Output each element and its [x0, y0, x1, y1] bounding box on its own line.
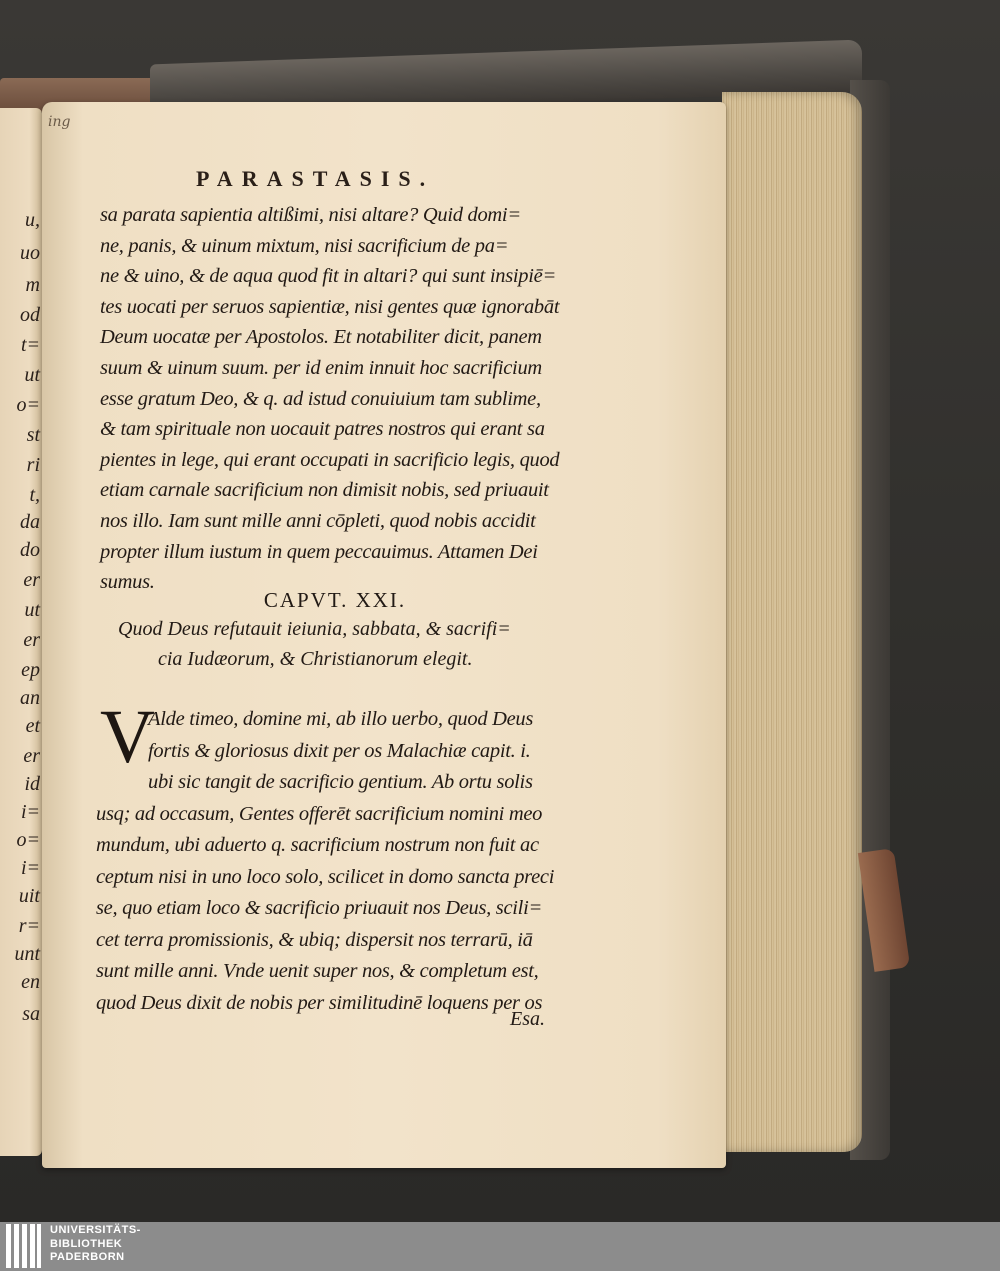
text-line: propter illum iustum in quem peccauimus. Attamen Dei	[100, 540, 538, 563]
left-page-fragment: id	[24, 773, 40, 795]
chapter-subtitle-line: Quod Deus refutauit ieiunia, sabbata, & sacrifi=	[118, 618, 511, 640]
paragraph-1	[100, 200, 570, 598]
page-fore-edge	[722, 92, 862, 1152]
running-head: PARASTASIS.	[196, 166, 435, 191]
left-page-fragment: an	[20, 687, 40, 709]
text-line: ubi sic tangit de sacrificio gentium. Ab ortu solis	[148, 771, 533, 793]
text-line: fortis & gloriosus dixit per os Malachiæ capit. i.	[148, 739, 531, 762]
left-page-fragment: ep	[21, 659, 40, 681]
left-page-fragment: do	[20, 539, 40, 561]
text-line: tes uocati per seruos sapientiæ, nisi gentes quæ ignorabāt	[100, 295, 560, 318]
left-page-fragment: t=	[20, 334, 40, 356]
text-line: sa parata sapientia altißimi, nisi altare? Quid domi=	[100, 204, 521, 226]
left-page-fragment: uo	[20, 242, 40, 264]
catchword: Esa.	[510, 1008, 545, 1030]
text-line: se, quo etiam loco & sacrificio priuauit nos Deus, scili=	[96, 897, 542, 919]
left-page-fragment: unt	[14, 943, 40, 965]
drop-cap: V	[100, 695, 155, 779]
left-page-fragment: ut	[24, 599, 40, 621]
text-line: suum & uinum suum. per id enim innuit hoc sacrificium	[100, 356, 542, 379]
left-page-fragment: od	[20, 304, 40, 326]
left-page	[0, 108, 42, 1156]
text-line: sumus.	[100, 571, 155, 594]
text-line: cet terra promissionis, & ubiq; dispersit nos terrarū, iā	[96, 928, 533, 951]
library-name-line: PADERBORN	[50, 1251, 125, 1263]
left-page-fragment: er	[23, 569, 40, 591]
chapter-subtitle-line: cia Iudæorum, & Christianorum elegit.	[158, 648, 473, 670]
left-page-fragment: sa	[22, 1003, 40, 1025]
text-line: Deum uocatæ per Apostolos. Et notabiliter dicit, panem	[100, 326, 542, 349]
text-line: nos illo. Iam sunt mille anni cōpleti, quod nobis accidit	[100, 509, 536, 532]
left-page-fragment: u,	[25, 209, 40, 231]
left-page-fragment: o=	[16, 829, 40, 851]
left-page-fragment: ut	[24, 364, 40, 386]
chapter-subtitle	[118, 614, 568, 674]
text-line: sunt mille anni. Vnde uenit super nos, & completum est,	[96, 960, 539, 982]
left-page-fragment: i=	[20, 857, 40, 879]
text-line: mundum, ubi aduerto q. sacrificium nostrum non fuit ac	[96, 834, 539, 856]
library-name	[50, 1224, 190, 1265]
left-page-fragment: i=	[20, 801, 40, 823]
left-page-fragment: er	[23, 629, 40, 651]
left-page-fragment: uit	[18, 885, 40, 907]
chapter-heading: CAPVT. XXI.	[263, 588, 407, 612]
left-page-fragment: da	[20, 511, 40, 533]
library-name-line: UNIVERSITÄTS-	[50, 1224, 141, 1236]
text-line: quod Deus dixit de nobis per similitudinē loquens per os	[96, 991, 543, 1014]
left-page-fragment: st	[26, 424, 40, 446]
left-page-fragment: t,	[29, 484, 40, 506]
text-line: usq; ad occasum, Gentes offerēt sacrificium nomini meo	[96, 802, 543, 825]
text-line: ne & uino, & de aqua quod fit in altari? qui sunt insipiē=	[100, 265, 556, 288]
left-page-fragment: o=	[16, 394, 40, 416]
left-page-fragment: er	[23, 745, 40, 767]
manuscript-note: ing	[48, 114, 71, 130]
paragraph-2	[96, 695, 571, 1019]
text-line: & tam spirituale non uocauit patres nostros qui erant sa	[100, 418, 545, 441]
text-line: pientes in lege, qui erant occupati in sacrificio legis, quod	[100, 448, 560, 471]
left-page-fragment: ri	[26, 454, 40, 476]
text-line: ceptum nisi in uno loco solo, scilicet in domo sancta preci	[96, 865, 555, 888]
text-line: esse gratum Deo, & q. ad istud conuiuium tam sublime,	[100, 387, 541, 410]
left-page-fragment: r=	[18, 915, 40, 937]
text-line: Alde timeo, domine mi, ab illo uerbo, quod Deus	[148, 708, 534, 730]
left-page-fragment: en	[21, 971, 40, 993]
text-line: etiam carnale sacrificium non dimisit nobis, sed priuauit	[100, 479, 549, 502]
left-page-fragment: m	[25, 274, 40, 296]
text-line: ne, panis, & uinum mixtum, nisi sacrificium de pa=	[100, 234, 509, 257]
left-page-fragment: et	[25, 715, 40, 737]
library-name-line: BIBLIOTHEK	[50, 1237, 123, 1250]
library-logo-icon	[6, 1224, 42, 1268]
